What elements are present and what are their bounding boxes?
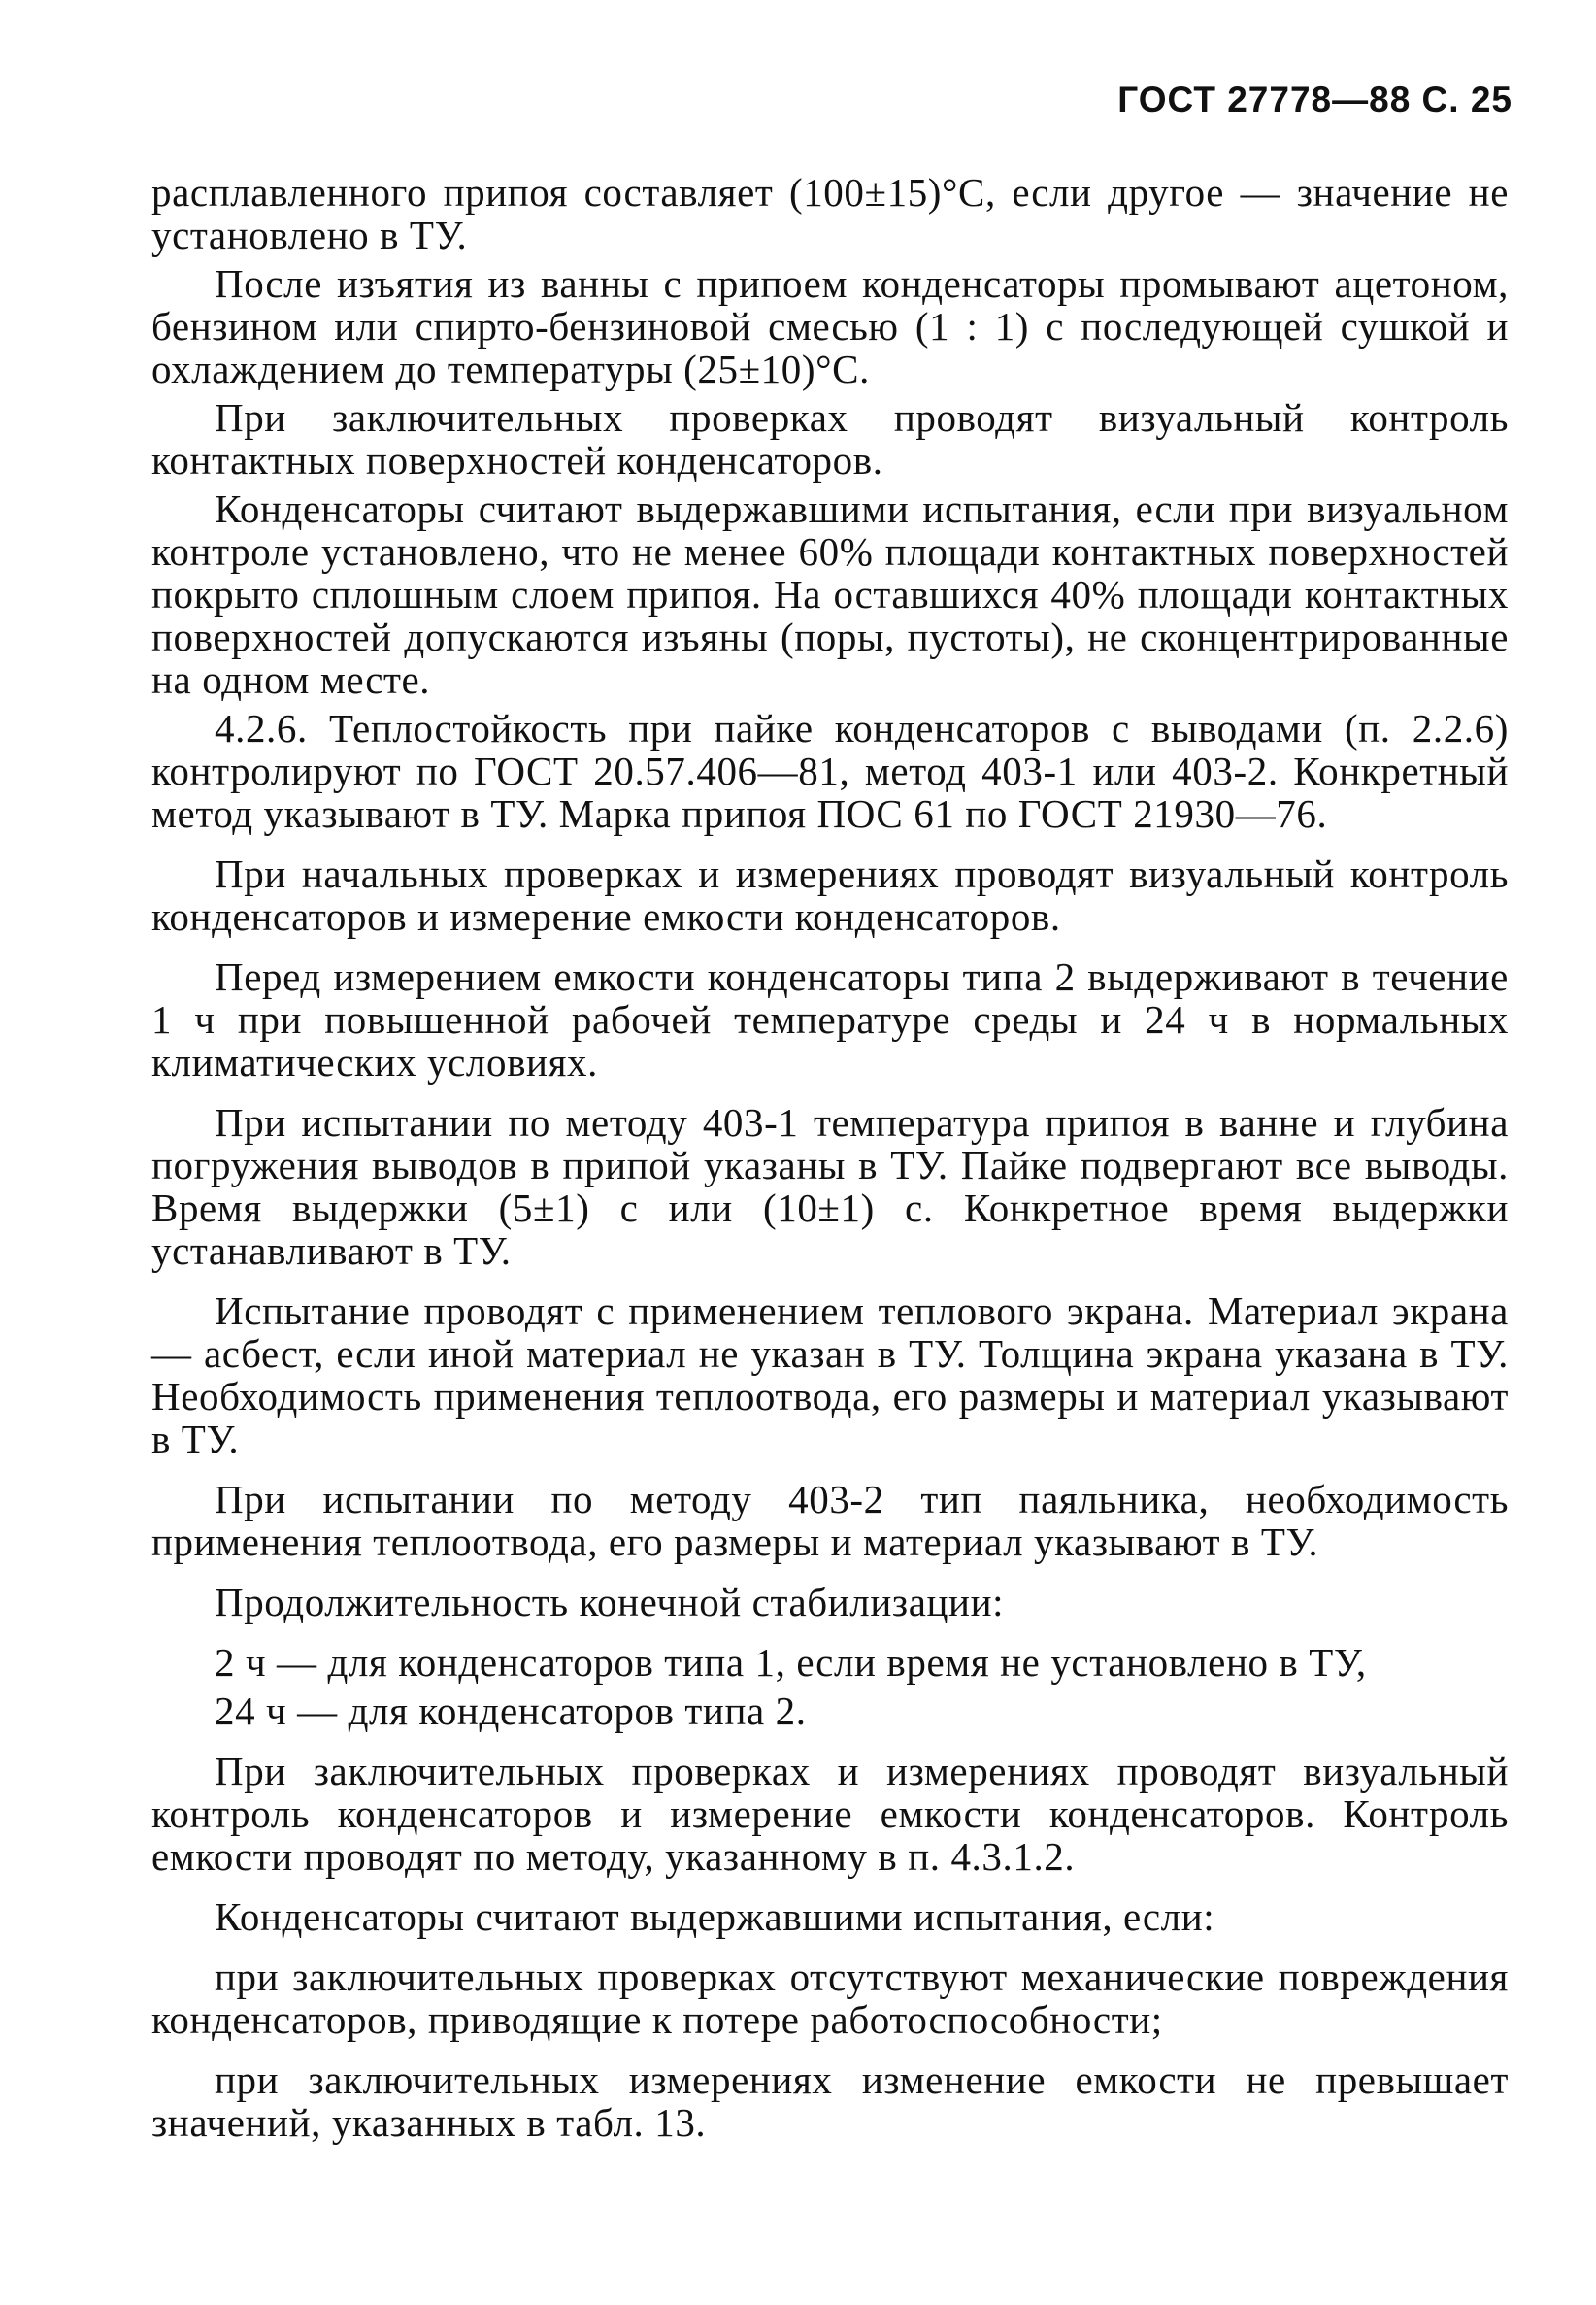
paragraph: Конденсаторы считают выдержавшими испытания, если при визуальном контроле установлено, что не менее 60% площади контактных поверхностей покрыто сплошным слоем припоя. На оставшихся 40% площади контактных поверхностей допускаются изъяны (поры, пустоты), не сконцентрированные на одном месте. — [151, 486, 1509, 702]
paragraph: 4.2.6. Теплостойкость при пайке конденсаторов с выводами (п. 2.2.6) контролируют по ГОСТ 20.57.406—81, метод 403-1 или 403-2. Конкретный метод указывают в ТУ. Марка припоя ПОС 61 по ГОСТ 21930—76. — [151, 706, 1509, 836]
paragraph: Продолжительность конечной стабилизации: — [215, 1580, 1005, 1624]
paragraph: Перед измерением емкости конденсаторы типа 2 выдерживают в течение 1 ч при повышенной рабочей температуре среды и 24 ч в нормальных климатических условиях. — [151, 954, 1509, 1085]
paragraph: При начальных проверках и измерениях проводят визуальный контроль конденсаторов и измерение емкости конденсаторов. — [151, 852, 1509, 939]
paragraph: При испытании по методу 403-2 тип паяльника, необходимость применения теплоотвода, его размеры и материал указывают в ТУ. — [151, 1477, 1509, 1564]
paragraph: расплавленного припоя составляет (100±15)°С, если другое — значение не установлено в ТУ. — [151, 170, 1509, 257]
paragraph: При заключительных проверках и измерениях проводят визуальный контроль конденсаторов и измерение емкости конденсаторов. Контроль емкости проводят по методу, указанному в п. 4.3.1.2. — [151, 1749, 1509, 1879]
paragraph: При испытании по методу 403-1 температура припоя в ванне и глубина погружения выводов в припой указаны в ТУ. Пайке подвергают все выводы. Время выдержки (5±1) с или (10±1) с. Конкретное время выдержки устанавливают в ТУ. — [151, 1100, 1509, 1273]
paragraph: Испытание проводят с применением теплового экрана. Материал экрана — асбест, если иной материал не указан в ТУ. Толщина экрана указана в ТУ. Необходимость применения теплоотвода, его размеры и материал указывают в ТУ. — [151, 1288, 1509, 1461]
list-item: при заключительных измерениях изменение емкости не превышает значений, указанных в табл. 13. — [151, 2057, 1509, 2145]
list-item: при заключительных проверках отсутствуют механические повреждения конденсаторов, приводящие к потере работоспособности; — [151, 1954, 1509, 2042]
paragraph: Конденсаторы считают выдержавшими испытания, если: — [215, 1894, 1215, 1939]
page-header: ГОСТ 27778—88 С. 25 — [1117, 80, 1513, 119]
list-item: 2 ч — для конденсаторов типа 1, если время не установлено в ТУ, — [215, 1640, 1367, 1685]
paragraph: При заключительных проверках проводят визуальный контроль контактных поверхностей конденсаторов. — [151, 395, 1509, 483]
list-item: 24 ч — для конденсаторов типа 2. — [215, 1688, 807, 1733]
paragraph: После изъятия из ванны с припоем конденсаторы промывают ацетоном, бензином или спирто-бензиновой смесью (1 : 1) с последующей сушкой и охлаждением до температуры (25±10)°С. — [151, 261, 1509, 391]
document-body — [151, 171, 1509, 2150]
